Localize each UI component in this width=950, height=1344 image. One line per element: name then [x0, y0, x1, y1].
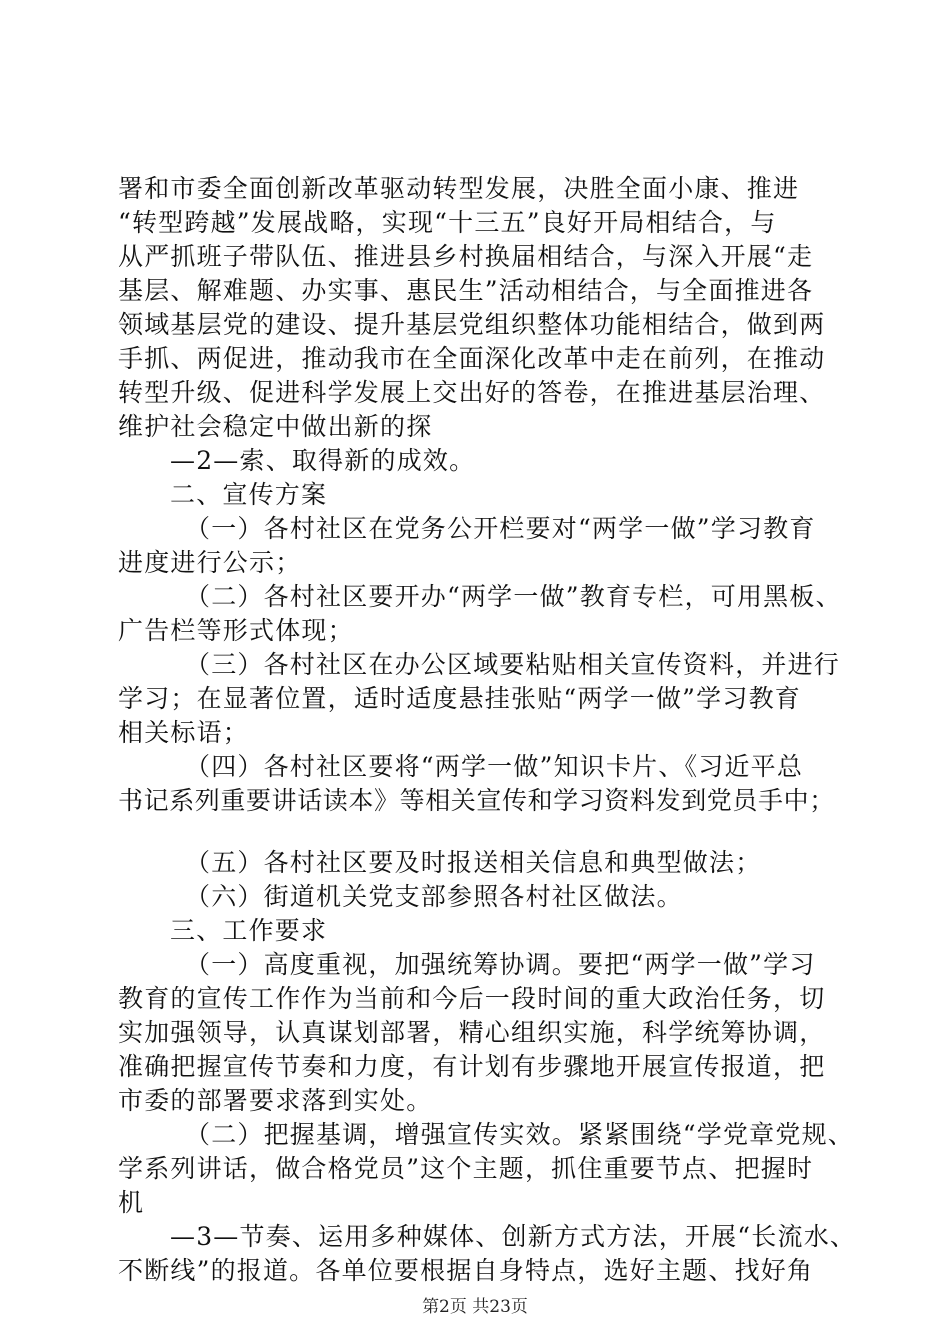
- text-line: 书记系列重要讲话读本》等相关宣传和学习资料发到党员手中；: [118, 786, 835, 815]
- text-line: （五）各村社区要及时报送相关信息和典型做法；: [185, 848, 762, 877]
- section-heading: 三、工作要求: [170, 916, 328, 945]
- text-line: 署和市委全面创新改革驱动转型发展，决胜全面小康、推进: [118, 174, 800, 203]
- text-line: 维护社会稳定中做出新的探: [118, 412, 433, 441]
- text-line: （四）各村社区要将“两学一做”知识卡片、《习近平总: [185, 752, 804, 781]
- text-line: 学系列讲话，做合格党员”这个主题，抓住重要节点、把握时: [118, 1154, 814, 1183]
- text-line: 市委的部署要求落到实处。: [118, 1086, 433, 1115]
- text-line: 进度进行公示；: [118, 548, 302, 577]
- text-line: 手抓、两促进，推动我市在全面深化改革中走在前列，在推动: [118, 344, 826, 373]
- page-footer: 第2页 共23页: [422, 1297, 528, 1317]
- page-marker-line: —3—节奏、运用多种媒体、创新方式方法，开展“长流水、: [170, 1222, 857, 1251]
- text-line: （二）把握基调，增强宣传实效。紧紧围绕“学党章党规、: [185, 1120, 854, 1149]
- text-line: 转型升级、促进科学发展上交出好的答卷，在推进基层治理、: [118, 378, 826, 407]
- text-line: 实加强领导，认真谋划部署，精心组织实施，科学统筹协调，: [118, 1018, 826, 1047]
- text-line: 不断线”的报道。各单位要根据自身特点，选好主题、找好角: [118, 1256, 814, 1285]
- text-line: 广告栏等形式体现；: [118, 616, 354, 645]
- text-line: 准确把握宣传节奏和力度，有计划有步骤地开展宣传报道，把: [118, 1052, 826, 1081]
- section-heading: 二、宣传方案: [170, 480, 328, 509]
- text-line: 机: [118, 1188, 145, 1217]
- text-line: 相关标语；: [118, 718, 250, 747]
- text-line: 教育的宣传工作作为当前和今后一段时间的重大政治任务，切: [118, 984, 826, 1013]
- text-line: （三）各村社区在办公区域要粘贴相关宣传资料，并进行: [185, 650, 841, 679]
- text-line: （六）街道机关党支部参照各村社区做法。: [185, 882, 683, 911]
- text-line: 学习；在显著位置，适时适度悬挂张贴“两学一做”学习教育: [118, 684, 801, 713]
- text-line: （一）高度重视，加强统筹协调。要把“两学一做”学习: [185, 950, 816, 979]
- text-line: （一）各村社区在党务公开栏要对“两学一做”学习教育: [185, 514, 816, 543]
- text-line: 领域基层党的建设、提升基层党组织整体功能相结合，做到两: [118, 310, 826, 339]
- text-line: 基层、解难题、办实事、惠民生”活动相结合，与全面推进各: [118, 276, 814, 305]
- text-line: 从严抓班子带队伍、推进县乡村换届相结合，与深入开展“走: [118, 242, 814, 271]
- text-line: （二）各村社区要开办“两学一做”教育专栏，可用黑板、: [185, 582, 842, 611]
- page-marker-line: —2—索、取得新的成效。: [170, 446, 476, 475]
- text-line: “转型跨越”发展战略，实现“十三五”良好开局相结合，与: [118, 208, 777, 237]
